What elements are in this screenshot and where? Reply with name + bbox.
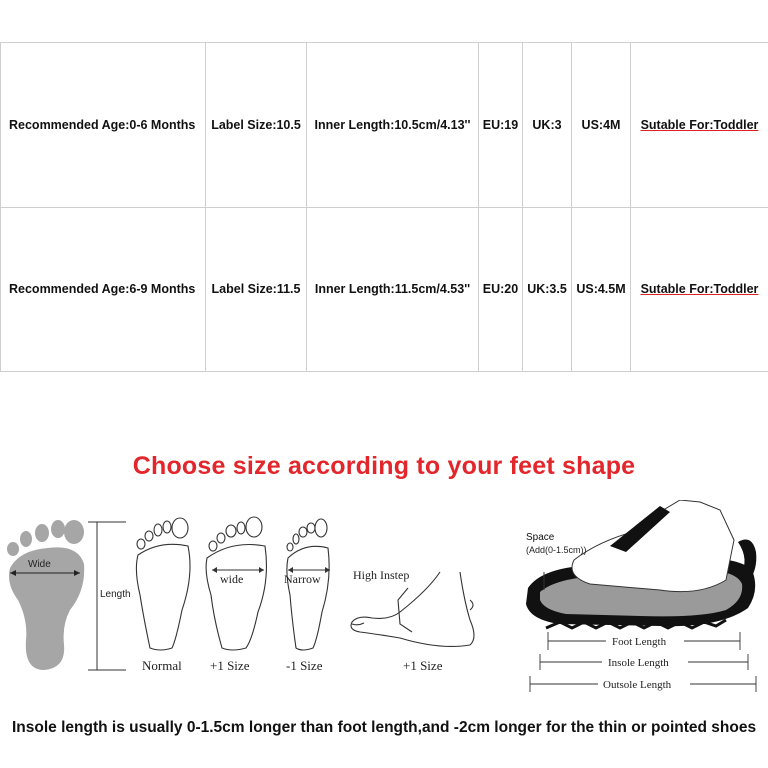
age-cell: Recommended Age:6-9 Months — [1, 207, 206, 372]
us-size-cell: US:4M — [572, 43, 631, 208]
age-cell: Recommended Age:0-6 Months — [1, 43, 206, 208]
foot-shape-illustration — [0, 500, 768, 705]
eu-size-cell: EU:20 — [479, 207, 523, 372]
uk-size-cell: UK:3.5 — [523, 207, 572, 372]
size-table — [0, 42, 768, 372]
high-instep-tag: High Instep — [353, 568, 410, 582]
suitable-for-cell: Sutable For:Toddler — [631, 207, 768, 372]
guide-title: Choose size according to your feet shape — [132, 452, 636, 480]
inner-length-cell: Inner Length:11.5cm/4.53'' — [307, 207, 479, 372]
narrow-tag: Narrow — [284, 572, 321, 586]
high-instep-foot-icon — [351, 572, 474, 646]
insole-length-label: Insole Length — [608, 657, 669, 669]
wide-caption: +1 Size — [210, 658, 250, 673]
normal-foot-icon — [136, 518, 190, 650]
space-sub-label: (Add(0-1.5cm)) — [526, 545, 587, 555]
label-size-cell: Label Size:11.5 — [206, 207, 307, 372]
space-label: Space — [526, 532, 555, 543]
length-label: Length — [100, 589, 131, 600]
footprint-icon — [7, 520, 84, 670]
insole-note: Insole length is usually 0-1.5cm longer than foot length,and -2cm longer for the thin or pointed shoes — [12, 719, 757, 736]
uk-size-cell: UK:3 — [523, 43, 572, 208]
high-instep-caption: +1 Size — [403, 658, 443, 673]
outsole-length-label: Outsole Length — [603, 679, 672, 691]
normal-caption: Normal — [142, 658, 182, 673]
label-size-cell: Label Size:10.5 — [206, 43, 307, 208]
inner-length-cell: Inner Length:10.5cm/4.13'' — [307, 43, 479, 208]
narrow-caption: -1 Size — [286, 658, 323, 673]
foot-length-label: Foot Length — [612, 636, 667, 648]
shoe-cross-section-icon — [526, 500, 756, 628]
us-size-cell: US:4.5M — [572, 207, 631, 372]
eu-size-cell: EU:19 — [479, 43, 523, 208]
wide-tag: wide — [220, 572, 244, 586]
size-row — [1, 207, 768, 372]
suitable-for-cell: Sutable For:Toddler — [631, 43, 768, 208]
size-row — [1, 43, 768, 208]
wide-label: Wide — [28, 559, 51, 570]
